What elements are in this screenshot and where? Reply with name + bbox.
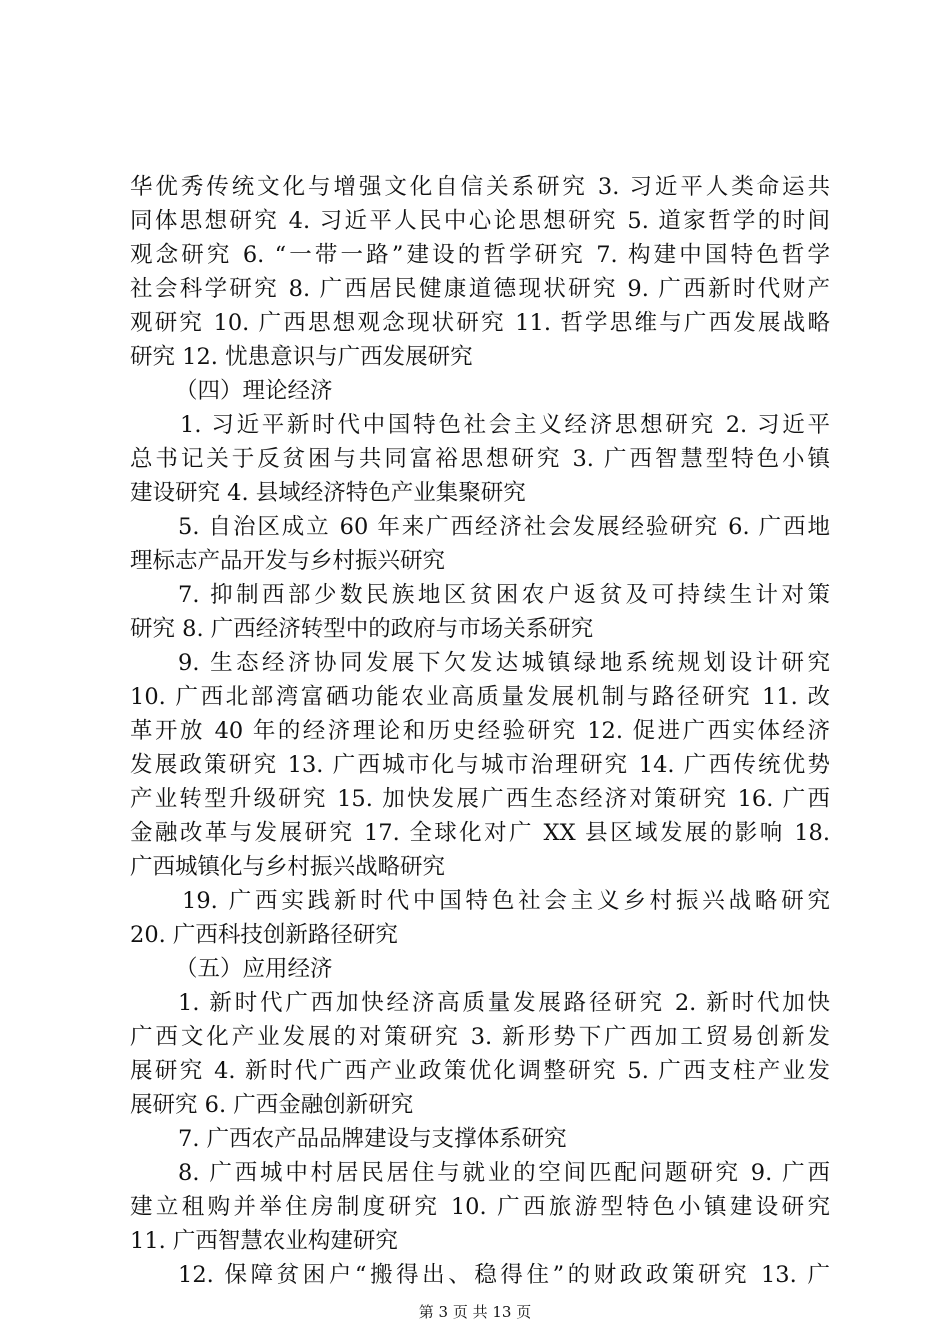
text-line: 展研究 6. 广西金融创新研究 bbox=[130, 1092, 414, 1118]
text-line: 7. 抑制西部少数民族地区贫困农户返贫及可持续生计对策 bbox=[178, 582, 830, 608]
text-line: 社会科学研究 8. 广西居民健康道德现状研究 9. 广西新时代财产 bbox=[130, 276, 830, 302]
text-line: 广西文化产业发展的对策研究 3. 新形势下广西加工贸易创新发 bbox=[130, 1024, 830, 1050]
text-line: 研究 8. 广西经济转型中的政府与市场关系研究 bbox=[130, 616, 594, 642]
section-heading: （四）理论经济 bbox=[175, 378, 333, 404]
text-line: 建立租购并举住房制度研究 10. 广西旅游型特色小镇建设研究 bbox=[130, 1194, 830, 1220]
text-line: 总书记关于反贫困与共同富裕思想研究 3. 广西智慧型特色小镇 bbox=[130, 446, 830, 472]
text-line: 观念研究 6. “一带一路”建设的哲学研究 7. 构建中国特色哲学 bbox=[130, 242, 830, 268]
text-line: 8. 广西城中村居民居住与就业的空间匹配问题研究 9. 广西 bbox=[178, 1160, 830, 1186]
text-line: 12. 保障贫困户“搬得出、稳得住”的财政政策研究 13. 广 bbox=[178, 1262, 830, 1288]
text-line: 10. 广西北部湾富硒功能农业高质量发展机制与路径研究 11. 改 bbox=[130, 684, 830, 710]
text-line: 1. 习近平新时代中国特色社会主义经济思想研究 2. 习近平 bbox=[180, 412, 830, 438]
text-line: 建设研究 4. 县域经济特色产业集聚研究 bbox=[130, 480, 526, 506]
text-line: 广西城镇化与乡村振兴战略研究 bbox=[130, 854, 446, 880]
text-line: 理标志产品开发与乡村振兴研究 bbox=[130, 548, 446, 574]
text-line: 华优秀传统文化与增强文化自信关系研究 3. 习近平人类命运共 bbox=[130, 174, 830, 200]
text-line: 观研究 10. 广西思想观念现状研究 11. 哲学思维与广西发展战略 bbox=[130, 310, 830, 336]
section-heading: （五）应用经济 bbox=[175, 956, 333, 982]
text-line: 革开放 40 年的经济理论和历史经验研究 12. 促进广西实体经济 bbox=[130, 718, 830, 744]
text-line: 产业转型升级研究 15. 加快发展广西生态经济对策研究 16. 广西 bbox=[130, 786, 830, 812]
text-line: 7. 广西农产品品牌建设与支撑体系研究 bbox=[178, 1126, 567, 1152]
text-line: 1. 新时代广西加快经济高质量发展路径研究 2. 新时代加快 bbox=[178, 990, 830, 1016]
text-line: 19. 广西实践新时代中国特色社会主义乡村振兴战略研究 bbox=[182, 888, 830, 914]
text-line: 金融改革与发展研究 17. 全球化对广 XX 县区域发展的影响 18. bbox=[130, 820, 830, 846]
text-line: 11. 广西智慧农业构建研究 bbox=[130, 1228, 398, 1254]
text-line: 9. 生态经济协同发展下欠发达城镇绿地系统规划设计研究 bbox=[178, 650, 830, 676]
text-line: 20. 广西科技创新路径研究 bbox=[130, 922, 398, 948]
text-line: 研究 12. 忧患意识与广西发展研究 bbox=[130, 344, 473, 370]
page-footer: 第 3 页 共 13 页 bbox=[418, 1303, 532, 1321]
text-line: 5. 自治区成立 60 年来广西经济社会发展经验研究 6. 广西地 bbox=[178, 514, 830, 540]
text-line: 同体思想研究 4. 习近平人民中心论思想研究 5. 道家哲学的时间 bbox=[130, 208, 830, 234]
text-line: 展研究 4. 新时代广西产业政策优化调整研究 5. 广西支柱产业发 bbox=[130, 1058, 830, 1084]
text-line: 发展政策研究 13. 广西城市化与城市治理研究 14. 广西传统优势 bbox=[130, 752, 830, 778]
